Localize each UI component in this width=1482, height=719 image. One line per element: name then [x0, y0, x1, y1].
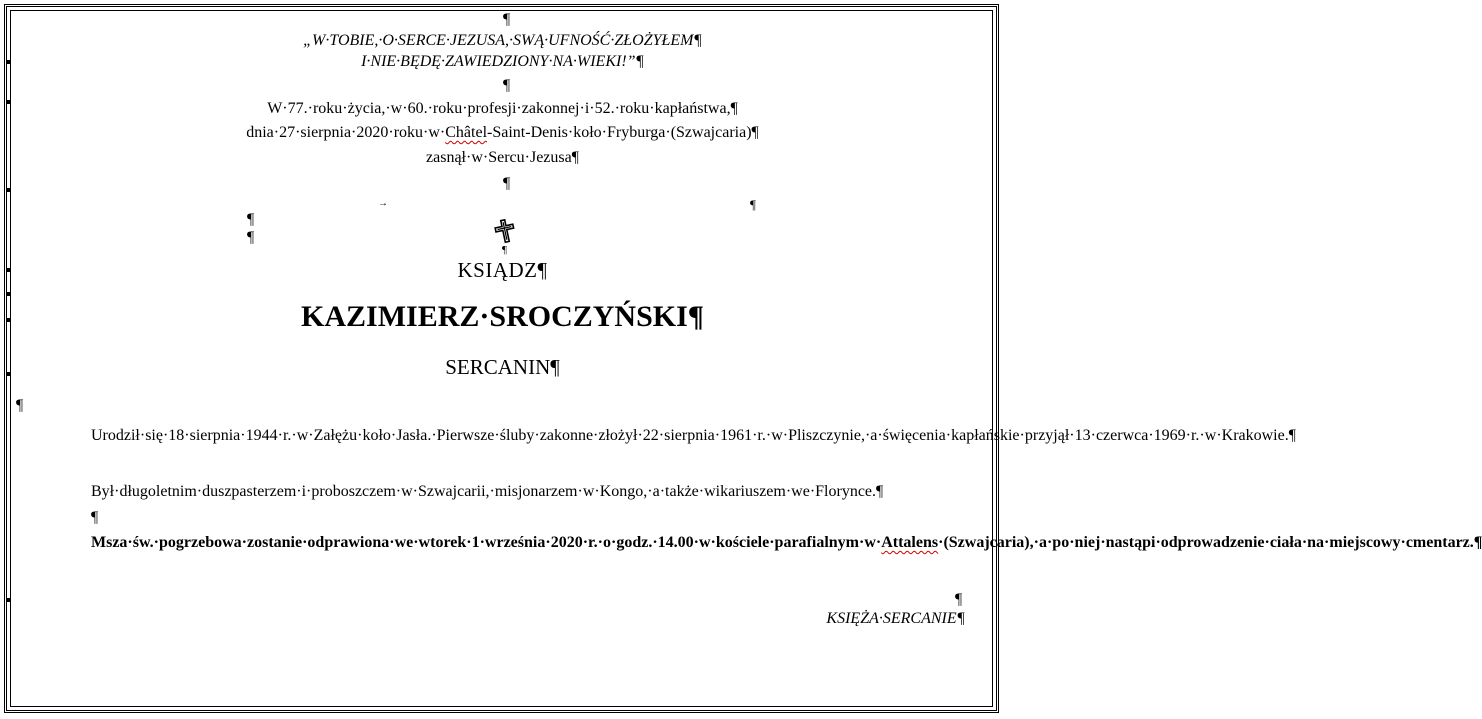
pilcrow-mark: ¶	[16, 397, 24, 414]
pilcrow-mark: ¶	[750, 197, 756, 212]
pilcrow-mark: ¶	[955, 591, 963, 608]
spell-flagged-word: Châtel	[445, 124, 488, 141]
pilcrow-mark: ¶	[503, 175, 511, 192]
pilcrow-mark: ¶	[502, 244, 507, 256]
deceased-name: KAZIMIERZ·SROCZYŃSKI¶	[301, 300, 704, 333]
signature: KSIĘŻA·SERCANIE¶	[826, 610, 965, 627]
body-paragraph-funeral	[45, 529, 1482, 556]
margin-marker	[7, 188, 11, 192]
margin-marker	[7, 598, 11, 602]
pilcrow-mark: ¶	[247, 211, 255, 228]
info-line-2-end: -Saint-Denis·koło·Fryburga·(Szwajcaria)¶	[487, 124, 759, 141]
margin-marker	[7, 292, 11, 296]
title-ksiadz: KSIĄDZ¶	[457, 258, 548, 282]
quote-line-1: „W·TOBIE,·O·SERCE·JEZUSA,·SWĄ·UFNOŚĆ·ZŁOŻYŁEM¶	[303, 32, 702, 49]
funeral-text-end: ·(Szwajcaria),·a·po·niej·nastąpi·odprowadzenie·ciała·na·miejscowy·cmentarz.¶	[938, 534, 1482, 551]
spell-flagged-word: Attalens	[881, 534, 939, 551]
funeral-text-start: Msza·św.·pogrzebowa·zostanie·odprawiona·we·wtorek·1·września·2020·r.·o·godz.·14.00·w·kościele·parafialnym·w·	[91, 534, 882, 551]
tab-arrow-icon: →	[378, 198, 388, 209]
pilcrow-mark: ¶	[247, 229, 255, 246]
order-name: SERCANIN¶	[445, 355, 560, 379]
quote-line-2: I·NIE·BĘDĘ·ZAWIEDZIONY·NA·WIEKI!”¶	[361, 53, 644, 70]
info-line-1: W·77.·roku·życia,·w·60.·roku·profesji·zakonnej·i·52.·roku·kapłaństwa,¶	[267, 100, 738, 117]
pilcrow-mark: ¶	[503, 77, 511, 94]
info-line-3: zasnął·w·Sercu·Jezusa¶	[426, 149, 579, 166]
pilcrow-mark: ¶	[503, 11, 511, 28]
body-paragraph-birth: Urodził·się·18·sierpnia·1944·r.·w·Załężu·koło·Jasła.·Pierwsze·śluby·zakonne·złożył·22·sierpnia·1961·r.·w·Pliszczynie,·a·święcenia·kapłańskie·przyjął·13·czerwca·1969·r.·w·Krakowie.¶	[91, 427, 1296, 444]
info-line-2	[0, 124, 1005, 142]
pilcrow-mark: ¶	[91, 509, 99, 526]
info-line-2-start: dnia·27·sierpnia·2020·roku·w·	[246, 124, 446, 141]
body-paragraph-ministry: Był·długoletnim·duszpasterzem·i·proboszczem·w·Szwajcarii,·misjonarzem·w·Kongo,·a·także·wikariuszem·we·Florynce.¶	[91, 483, 884, 500]
latin-cross-icon	[492, 218, 518, 244]
